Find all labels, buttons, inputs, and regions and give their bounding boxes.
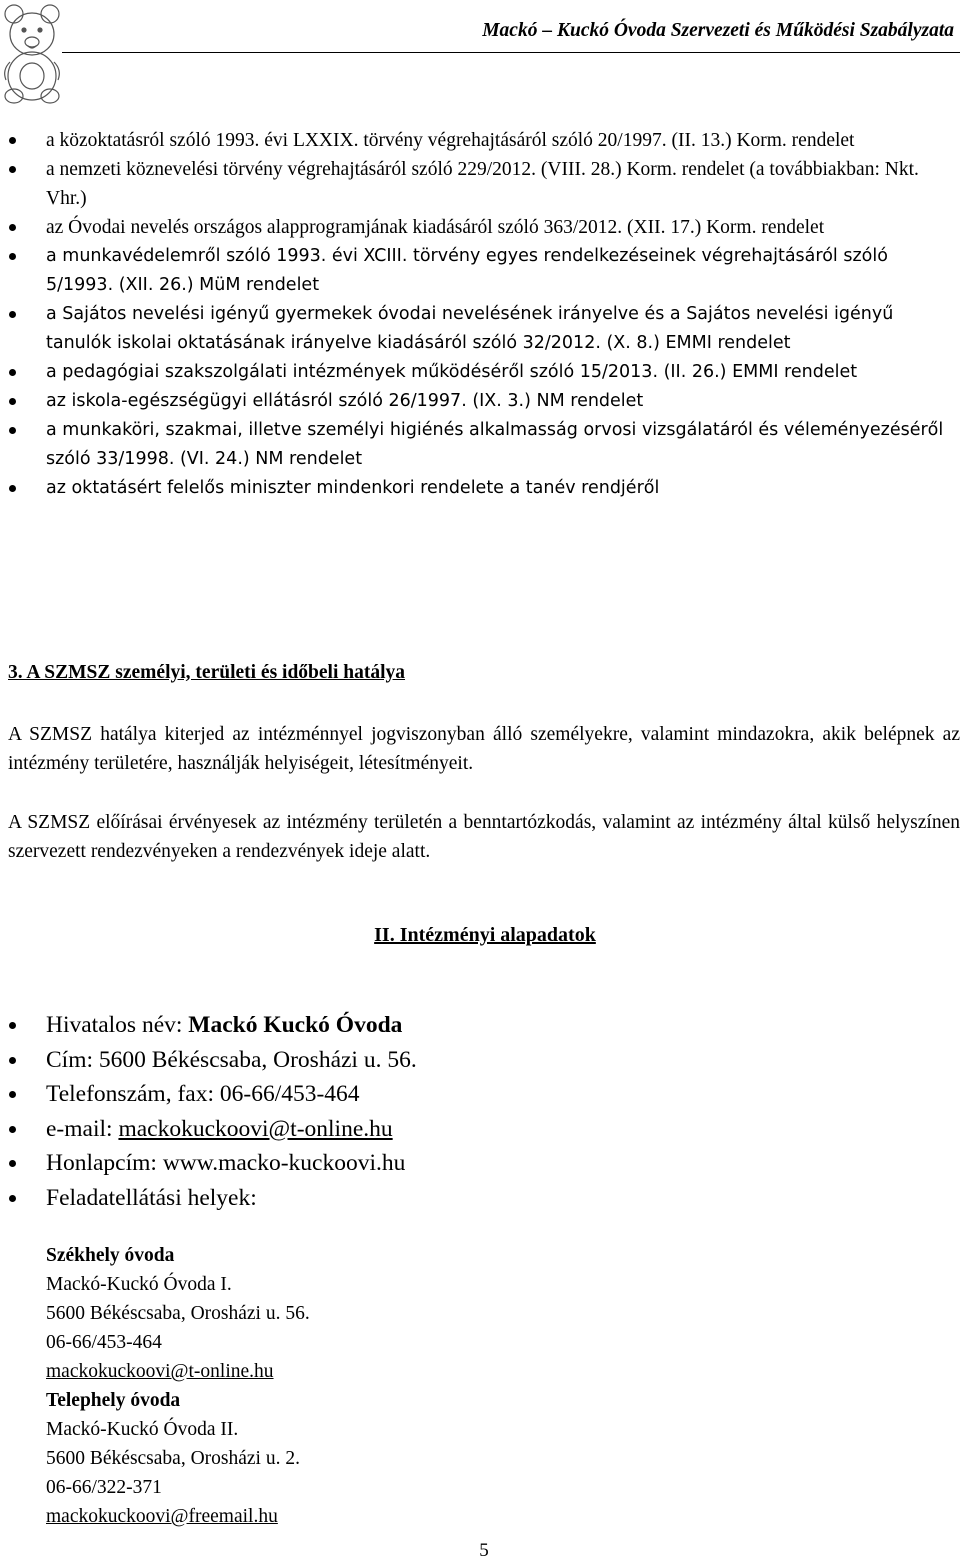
list-item: az iskola-egészségügyi ellátásról szóló 26/1997. (IX. 3.) NM rendelet [0, 387, 960, 416]
regulations-list [0, 126, 960, 503]
branch-site-phone: 06-66/322-371 [46, 1477, 162, 1498]
list-item: a pedagógiai szakszolgálati intézmények működéséről szóló 15/2013. (II. 26.) EMMI rendelet [0, 358, 960, 387]
main-site-phone: 06-66/453-464 [46, 1332, 162, 1353]
main-site-email-link[interactable]: mackokuckoovi@t-online.hu [46, 1361, 274, 1382]
branch-site-heading: Telephely óvoda [46, 1390, 181, 1411]
list-item: az Óvodai nevelés országos alapprogramjának kiadásáról szóló 363/2012. (XII. 17.) Korm. rendelet [0, 213, 960, 242]
official-name-value: Mackó Kuckó Óvoda [188, 1012, 403, 1038]
document-header-title: Mackó – Kuckó Óvoda Szervezeti és Működési Szabályzata [482, 20, 954, 41]
list-item: a közoktatásról szóló 1993. évi LXXIX. törvény végrehajtásáról szóló 20/1997. (II. 13.) Korm. rendelet [0, 126, 960, 155]
list-item: az oktatásért felelős miniszter mindenkori rendelete a tanév rendjéről [0, 474, 960, 503]
locations-block [46, 1241, 310, 1531]
scope-paragraph-1: A SZMSZ hatálya kiterjed az intézménnyel jogviszonyban álló személyekre, valamint mindazokra, akik belépnek az intézmény területére, használják helyiségeit, létesítményeit. [8, 724, 960, 774]
main-site-name: Mackó-Kuckó Óvoda I. [46, 1274, 232, 1295]
address-item: Cím: 5600 Békéscsaba, Orosházi u. 56. [0, 1043, 960, 1078]
section-heading: 3. A SZMSZ személyi, területi és időbeli hatálya [8, 662, 406, 683]
official-name-item [0, 1008, 960, 1043]
chapter-heading: II. Intézményi alapadatok [374, 924, 596, 946]
basic-data-list [0, 1008, 960, 1215]
branch-site-email-link[interactable]: mackokuckoovi@freemail.hu [46, 1506, 278, 1527]
website-item: Honlapcím: www.macko-kuckoovi.hu [0, 1146, 960, 1181]
main-site-address: 5600 Békéscsaba, Orosházi u. 56. [46, 1303, 310, 1324]
email-label: e-mail: [46, 1115, 119, 1142]
list-item: a Sajátos nevelési igényű gyermekek óvodai nevelésének irányelve és a Sajátos nevelési igényű tanulók iskolai oktatásának irányelve kiadásáról szóló 32/2012. (X. 8.) EMMI rendelet [0, 300, 960, 358]
scope-paragraph-2: A SZMSZ előírásai érvényesek az intézmény területén a benntartózkodás, valamint az intézmény által külső helyszínen szervezett rendezvényeken a rendezvények ideje alatt. [8, 812, 960, 862]
list-item: a nemzeti köznevelési törvény végrehajtásáról szóló 229/2012. (VIII. 28.) Korm. rendelet (a továbbiakban: Nkt. Vhr.) [0, 155, 960, 213]
teddy-bear-icon [0, 0, 64, 105]
official-name-label: Hivatalos név: [46, 1012, 189, 1038]
list-item: a munkaköri, szakmai, illetve személyi higiénés alkalmasság orvosi vizsgálatáról és véleményezéséről szóló 33/1998. (VI. 24.) NM rendelet [0, 416, 960, 474]
phone-item: Telefonszám, fax: 06-66/453-464 [0, 1077, 960, 1112]
email-item [0, 1112, 960, 1147]
main-site-heading: Székhely óvoda [46, 1245, 175, 1266]
branch-site-name: Mackó-Kuckó Óvoda II. [46, 1419, 239, 1440]
email-link[interactable]: mackokuckoovi@t-online.hu [118, 1115, 393, 1142]
locations-item: Feladatellátási helyek: [0, 1181, 960, 1216]
list-item: a munkavédelemről szóló 1993. évi XCIII. törvény egyes rendelkezéseinek végrehajtásáról szóló 5/1993. (XII. 26.) MüM rendelet [0, 242, 960, 300]
branch-site-address: 5600 Békéscsaba, Orosházi u. 2. [46, 1448, 300, 1469]
header-divider [62, 52, 960, 53]
page-number: 5 [479, 1540, 489, 1561]
